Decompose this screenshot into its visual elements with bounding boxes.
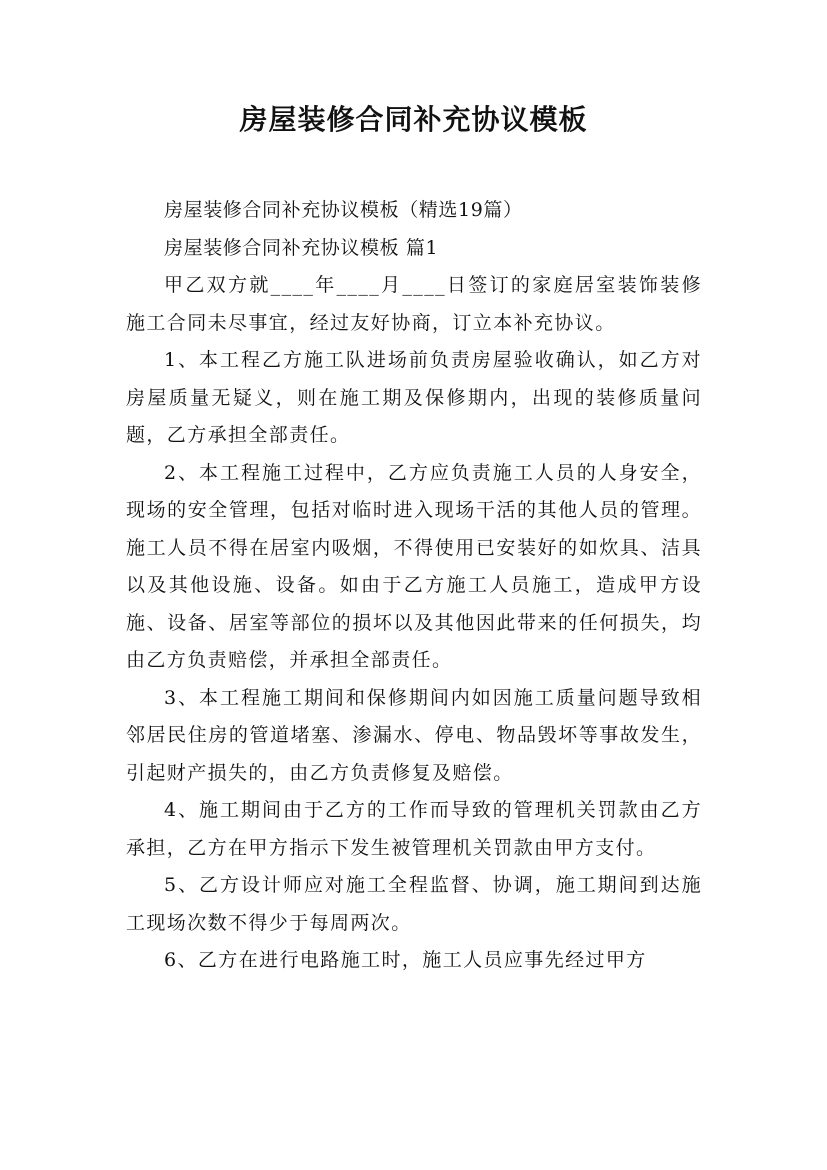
paragraph-clause-1: 1、本工程乙方施工队进场前负责房屋验收确认，如乙方对房屋质量无疑义，则在施工期及保修期内，出现的装修质量问题，乙方承担全部责任。 — [126, 349, 702, 446]
document-subtitle: 房屋装修合同补充协议模板（精选19篇） — [164, 199, 523, 221]
paragraph-clause-2: 2、本工程施工过程中，乙方应负责施工人员的人身安全，现场的安全管理，包括对临时进入现场干活的其他人员的管理。施工人员不得在居室内吸烟，不得使用已安装好的如炊具、洁具以及其他设施、设备。如由于乙方施工人员施工，造成甲方设施、设备、居室等部位的损坏以及其他因此带来的任何损失，均由乙方负责赔偿，并承担全部责任。 — [126, 461, 702, 671]
paragraph-clause-3: 3、本工程施工期间和保修期间内如因施工质量问题导致相邻居民住房的管道堵塞、渗漏水、停电、物品毁坏等事故发生，引起财产损失的，由乙方负责修复及赔偿。 — [126, 686, 702, 784]
paragraph-clause-4: 4、施工期间由于乙方的工作而导致的管理机关罚款由乙方承担，乙方在甲方指示下发生被管理机关罚款由甲方支付。 — [126, 799, 702, 859]
document-body — [126, 192, 702, 980]
paragraph-intro: 甲乙双方就____年____月____日签订的家庭居室装饰装修施工合同未尽事宜，经过友好协商，订立本补充协议。 — [126, 274, 702, 334]
section-heading: 房屋装修合同补充协议模板 篇1 — [164, 236, 439, 259]
paragraph-clause-5: 5、乙方设计师应对施工全程监督、协调，施工期间到达施工现场次数不得少于每周两次。 — [126, 874, 702, 934]
document-title: 房屋装修合同补充协议模板 — [239, 103, 588, 136]
paragraph-clause-6: 6、乙方在进行电路施工时，施工人员应事先经过甲方 — [164, 949, 647, 971]
